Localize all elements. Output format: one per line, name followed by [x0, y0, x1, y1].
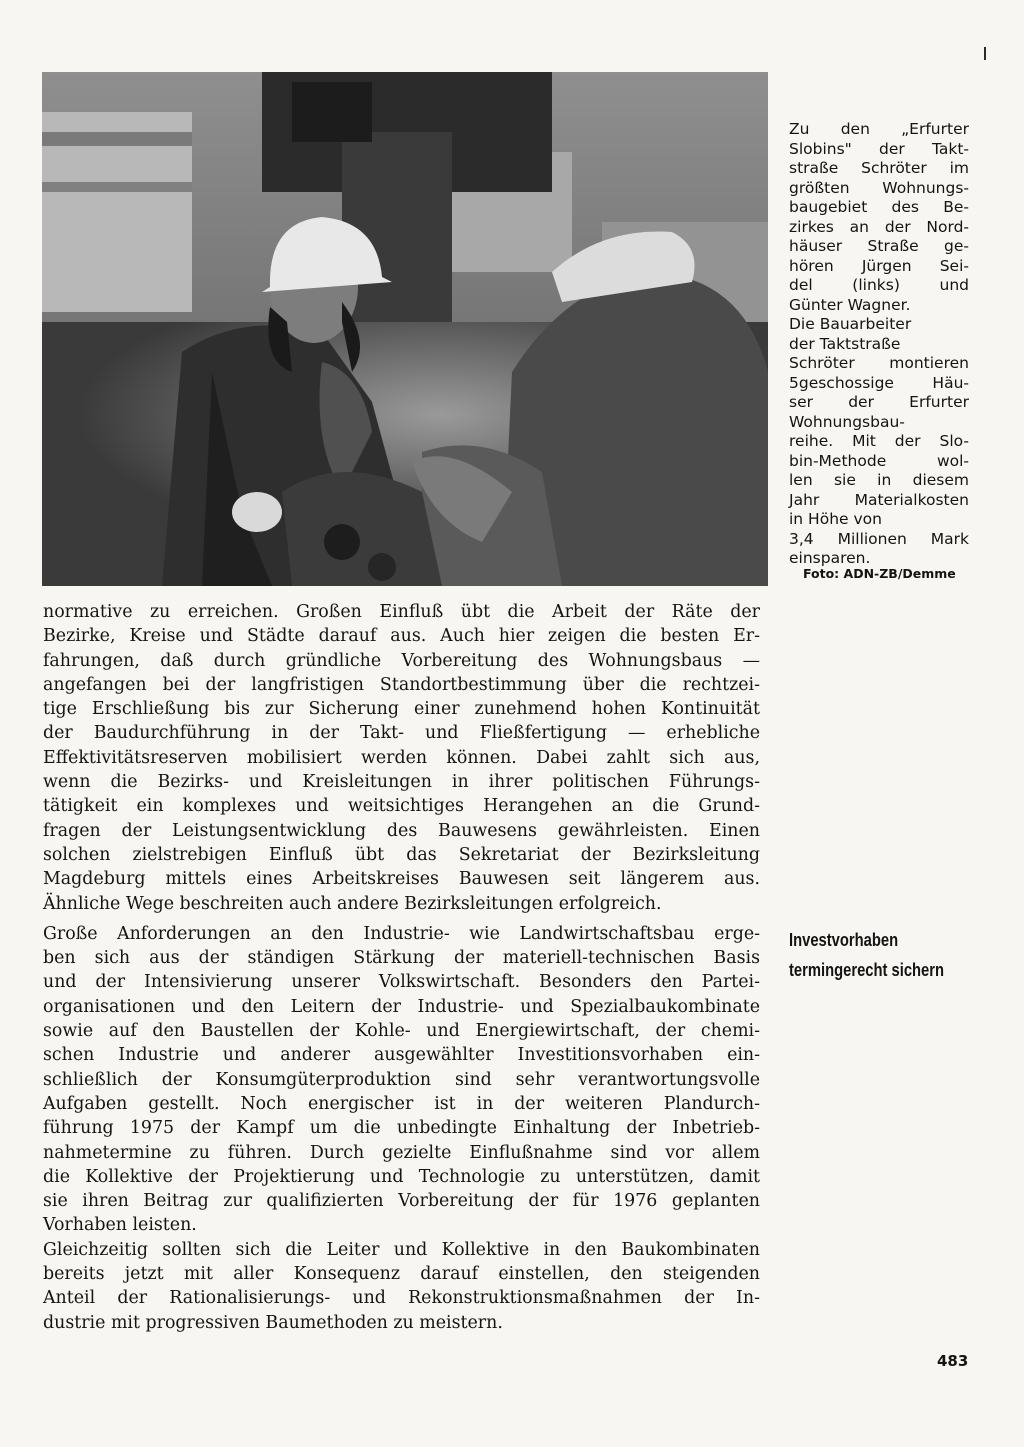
text-line: nahmetermine zu führen. Durch gezielte Einflußnahme sind vor allem — [43, 1142, 760, 1163]
text-line: fahrungen, daß durch gründliche Vorbereitung des Wohnungsbaus — — [43, 650, 760, 671]
caption-line: Jahr Materialkosten — [789, 490, 969, 509]
text-line: fragen der Leistungsentwicklung des Bauwesens gewährleisten. Einen — [43, 820, 760, 841]
caption-line: 5geschossige Häu- — [789, 373, 969, 392]
caption-line: ser der Erfurter — [789, 393, 969, 411]
margin-heading-line: termingerecht sichern — [789, 960, 945, 980]
body-text — [43, 600, 760, 1335]
caption-line: der Taktstraße — [789, 334, 901, 353]
text-line: Ähnliche Wege beschreiten auch andere Bezirksleitungen erfolgreich. — [43, 893, 662, 914]
caption-line: Zu den „Erfurter — [789, 120, 969, 138]
text-line: Vorhaben leisten. — [43, 1215, 197, 1236]
caption-line: straße Schröter im — [789, 159, 969, 177]
caption-line: Günter Wagner. — [789, 295, 911, 314]
text-line: tige Erschließung bis zur Sicherung einer zunehmend hohen Kontinuität — [43, 699, 760, 720]
text-line: ben sich aus der ständigen Stärkung der materiell-technischen Basis — [43, 948, 760, 969]
text-line: wenn die Bezirks- und Kreisleitungen in ihrer politischen Führungs- — [43, 772, 760, 793]
page-number: 483 — [937, 1352, 969, 1370]
caption-line: baugebiet des Be- — [789, 198, 969, 216]
caption-line: Slobins" der Takt- — [789, 139, 969, 158]
caption-line: hören Jürgen Sei- — [789, 256, 969, 275]
paragraph-2 — [43, 922, 760, 1238]
text-line: tätigkeit ein komplexes und weitsichtiges Herangehen an die Grund- — [43, 796, 760, 817]
text-line: normative zu erreichen. Großen Einfluß übt die Arbeit der Räte der — [43, 602, 760, 622]
text-line: schen Industrie und anderer ausgewählter Investitionsvorhaben ein- — [43, 1045, 760, 1066]
caption-line: Wohnungsbau- — [789, 412, 905, 431]
text-line: Gleichzeitig sollten sich die Leiter und Kollektive in den Baukombinaten — [43, 1239, 760, 1260]
paragraph-1 — [43, 600, 760, 916]
caption-line: bin-Methode wol- — [789, 451, 969, 470]
caption-line: reihe. Mit der Slo- — [789, 432, 969, 450]
caption-line: Die Bauarbeiter — [789, 315, 912, 333]
text-line: und der Intensivierung unserer Volkswirtschaft. Besonders den Partei- — [43, 972, 760, 993]
photo-image — [42, 72, 768, 586]
text-line: die Kollektive der Projektierung und Technologie zu unterstützen, damit — [43, 1166, 760, 1187]
text-line: der Baudurchführung in der Takt- und Fließfertigung — erhebliche — [43, 723, 760, 744]
text-line: angefangen bei der langfristigen Standortbestimmung über die rechtzei- — [43, 674, 760, 695]
text-line: schließlich der Konsumgüterproduktion sind sehr verantwortungsvolle — [43, 1069, 760, 1090]
text-line: organisationen und den Leitern der Industrie- und Spezialbaukombinate — [43, 996, 760, 1017]
text-line: solchen zielstrebigen Einfluß übt das Sekretariat der Bezirksleitung — [43, 844, 760, 865]
text-line: Effektivitätsreserven mobilisiert werden können. Dabei zahlt sich aus, — [43, 747, 760, 768]
text-line: bereits jetzt mit aller Konsequenz darauf einstellen, den steigenden — [43, 1264, 760, 1285]
caption-line: 3,4 Millionen Mark — [789, 529, 969, 548]
text-line: dustrie mit progressiven Baumethoden zu meistern. — [43, 1312, 503, 1333]
paragraph-3 — [43, 1238, 760, 1335]
caption-line: zirkes an der Nord- — [789, 217, 969, 236]
caption-line: größten Wohnungs- — [789, 178, 969, 197]
margin-heading — [789, 925, 953, 985]
margin-mark — [984, 47, 986, 60]
text-line: sie ihren Beitrag zur qualifizierten Vorbereitung der für 1976 geplanten — [43, 1191, 760, 1212]
margin-heading-line: Investvorhaben — [789, 930, 899, 950]
caption-line: del (links) und — [789, 276, 969, 294]
caption-line: in Höhe von — [789, 510, 882, 528]
caption-line: len sie in diesem — [789, 471, 969, 489]
caption-line: häuser Straße ge- — [789, 237, 969, 255]
photo-credit: Foto: ADN-ZB/Demme — [803, 566, 956, 581]
text-line: Große Anforderungen an den Industrie- wie Landwirtschaftsbau erge- — [43, 923, 760, 944]
text-line: Magdeburg mittels eines Arbeitskreises Bauwesen seit längerem aus. — [43, 869, 760, 890]
text-line: Bezirke, Kreise und Städte darauf aus. Auch hier zeigen die besten Er- — [43, 626, 760, 647]
caption-line: einsparen. — [789, 549, 871, 567]
text-line: führung 1975 der Kampf um die unbedingte Einhaltung der Inbetrieb- — [43, 1118, 760, 1139]
text-line: Anteil der Rationalisierungs- und Rekonstruktionsmaßnahmen der In- — [43, 1288, 760, 1309]
text-line: Aufgaben gestellt. Noch energischer ist in der weiteren Plandurch- — [43, 1093, 760, 1114]
photo-construction-workers — [42, 72, 768, 586]
text-line: sowie auf den Baustellen der Kohle- und Energiewirtschaft, der chemi- — [43, 1021, 760, 1042]
caption-line: Schröter montieren — [789, 354, 969, 372]
photo-caption — [789, 120, 969, 569]
